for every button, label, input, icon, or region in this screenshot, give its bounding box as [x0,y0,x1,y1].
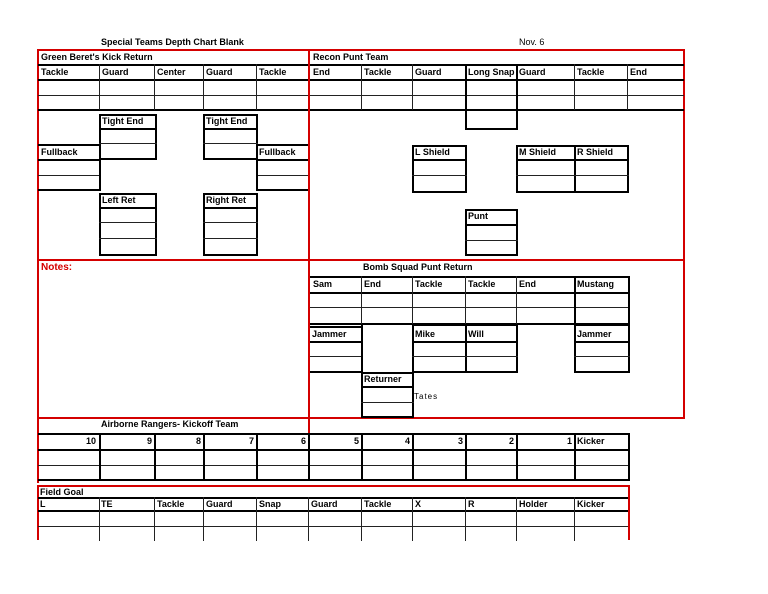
pt-header-end-left: End [313,67,330,77]
pt-header-guard-right: Guard [519,67,546,77]
kr-right-ret: Right Ret [206,195,246,205]
kickoff-number-5: 5 [353,436,359,446]
kr-fullback-right: Fullback [259,147,296,157]
pt-header-long-snap: Long Snap [468,67,515,77]
fg-header-snap: Snap [259,499,282,509]
pt-r-shield: R Shield [577,147,614,157]
pt-header-tackle-right: Tackle [577,67,605,77]
kr-fullback-left: Fullback [41,147,78,157]
pr-jammer-right: Jammer [577,329,612,339]
pt-header-end-right: End [630,67,647,77]
fg-header-r: R [468,499,475,509]
pt-header-guard-left: Guard [415,67,442,77]
notes-label: Notes: [41,262,73,273]
fg-header-tackle-right: Tackle [364,499,392,509]
kr-header-center: Center [157,67,186,77]
fg-header-guard-left: Guard [206,499,233,509]
kr-header-tackle-right: Tackle [259,67,287,77]
fg-header-x: X [415,499,422,509]
pt-m-shield: M Shield [519,147,557,157]
kickoff-kicker: Kicker [577,436,605,446]
kickoff-number-10: 10 [85,436,96,446]
pr-returner: Returner [364,374,402,384]
pr-header-mustang: Mustang [577,279,614,289]
fg-header-guard-right: Guard [311,499,338,509]
kickoff-number-2: 2 [508,436,514,446]
page-date: Nov. 6 [519,37,545,47]
field-goal-title: Field Goal [40,487,84,497]
kickoff-number-4: 4 [404,436,410,446]
fg-header-holder: Holder [519,499,548,509]
pt-l-shield: L Shield [415,147,450,157]
pr-header-tackle-right: Tackle [468,279,496,289]
kr-left-ret: Left Ret [102,195,136,205]
pt-punt: Punt [468,211,488,221]
kickoff-number-1: 1 [566,436,572,446]
fg-header-te: TE [101,499,113,509]
kr-header-guard-right: Guard [206,67,233,77]
kr-header-tackle-left: Tackle [41,67,69,77]
pr-header-tackle-left: Tackle [415,279,443,289]
pr-will: Will [468,329,484,339]
pr-header-sam: Sam [313,279,333,289]
kickoff-number-6: 6 [300,436,306,446]
kickoff-number-8: 8 [195,436,201,446]
fg-header-kicker: Kicker [577,499,605,509]
kickoff-number-9: 9 [146,436,152,446]
pt-header-tackle-left: Tackle [364,67,392,77]
kr-tight-end-right: Tight End [206,116,248,126]
pr-header-end-right: End [519,279,536,289]
kr-header-guard-left: Guard [102,67,129,77]
punt-return-title: Bomb Squad Punt Return [363,262,473,272]
kickoff-title: Airborne Rangers- Kickoff Team [101,419,239,429]
fg-header-tackle-left: Tackle [157,499,185,509]
notes-section [37,259,310,419]
pr-mike: Mike [415,329,436,339]
kickoff-number-7: 7 [248,436,254,446]
kick-return-title: Green Beret's Kick Return [41,52,153,62]
pr-jammer-left: Jammer [312,329,347,339]
page-title: Special Teams Depth Chart Blank [101,37,244,47]
pr-header-end-left: End [364,279,381,289]
punt-team-title: Recon Punt Team [313,52,389,62]
pr-returner-name: Tates [414,392,439,401]
kr-tight-end-left: Tight End [102,116,144,126]
fg-header-l: L [40,499,46,509]
kickoff-number-3: 3 [457,436,463,446]
